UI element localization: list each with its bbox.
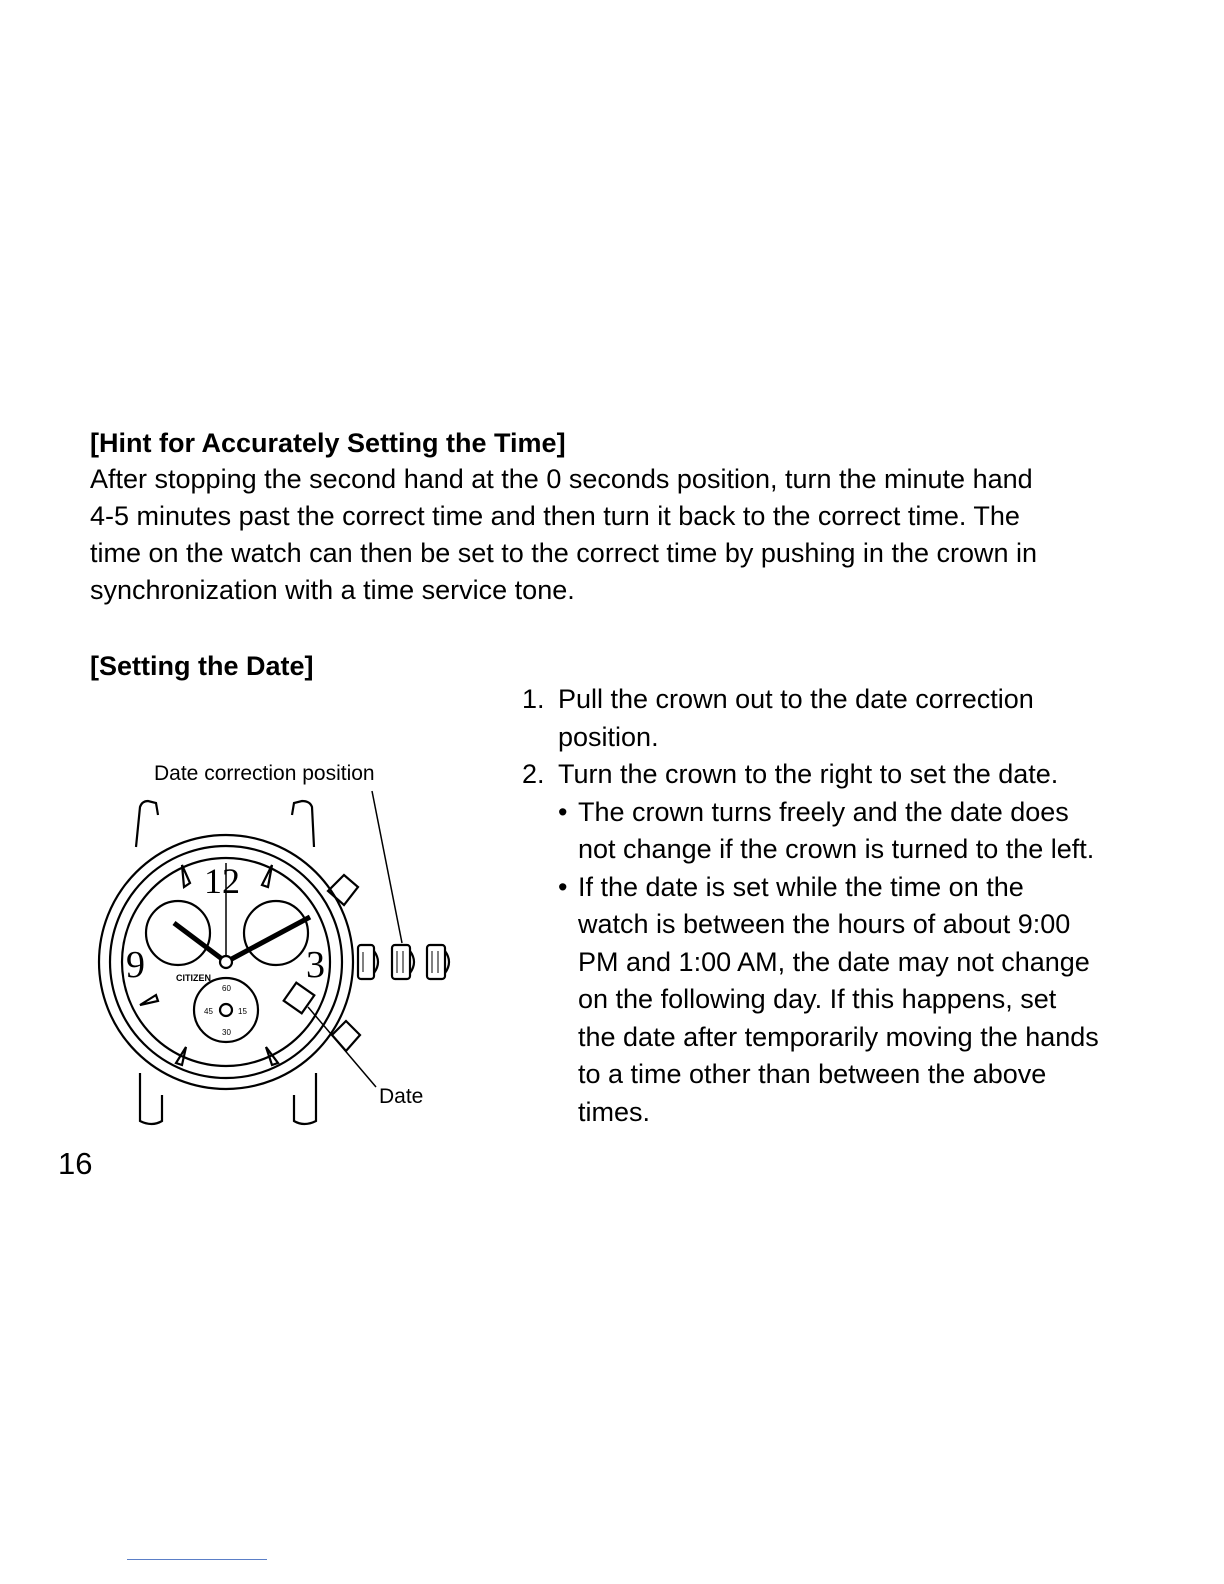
bullet-line: PM and 1:00 AM, the date may not change bbox=[578, 946, 1090, 977]
date-leader-line bbox=[308, 1007, 376, 1087]
date-steps-list bbox=[522, 681, 1202, 1131]
subdial-mark: 45 bbox=[204, 1007, 213, 1016]
hint-line: time on the watch can then be set to the correct time by pushing in the crown in bbox=[90, 538, 1038, 568]
step-2 bbox=[522, 756, 1202, 1131]
center-pin bbox=[220, 956, 232, 968]
bullet-line: not change if the crown is turned to the left. bbox=[578, 834, 1095, 864]
strap-bottom-right bbox=[294, 1073, 316, 1124]
step-number: 2. bbox=[522, 759, 545, 789]
crown-normal bbox=[358, 945, 374, 979]
minute-hand bbox=[226, 917, 310, 962]
pusher-top bbox=[328, 875, 358, 905]
label-date: Date bbox=[379, 1085, 424, 1108]
brand-logo: CITIZEN bbox=[176, 973, 211, 983]
bullet-line: to a time other than between the above bbox=[578, 1059, 1047, 1089]
step-line: Turn the crown to the right to set the date. bbox=[558, 759, 1059, 789]
bullet-line: on the following day. If this happens, set bbox=[578, 984, 1057, 1014]
subdial-mark: 15 bbox=[238, 1007, 247, 1016]
step-line: position. bbox=[558, 721, 659, 752]
page-number: 16 bbox=[58, 1146, 93, 1181]
strap-top-right bbox=[292, 801, 314, 847]
bullet-line: times. bbox=[578, 1096, 651, 1127]
hint-line: synchronization with a time service tone. bbox=[90, 575, 575, 605]
hour-marker bbox=[182, 865, 190, 887]
bullet-line: If the date is set while the time on the bbox=[578, 871, 1024, 902]
watch-figure bbox=[96, 755, 496, 1135]
bullet-text bbox=[578, 869, 1202, 1132]
step-2-bullets bbox=[558, 794, 1202, 1132]
bullet-line: watch is between the hours of about 9:00 bbox=[578, 909, 1071, 939]
bullet-dot: • bbox=[558, 871, 568, 902]
label-date-correction-position: Date correction position bbox=[154, 762, 375, 785]
dial-numeral-9: 9 bbox=[126, 944, 145, 986]
crown-time-position bbox=[427, 945, 445, 979]
step-1 bbox=[522, 681, 1202, 756]
hint-title: [Hint for Accurately Setting the Time] bbox=[90, 428, 566, 458]
position-leader-line bbox=[372, 791, 402, 943]
strap-top-left bbox=[136, 801, 158, 847]
hint-paragraph bbox=[90, 461, 1170, 609]
hour-marker bbox=[266, 1047, 278, 1065]
crown-date-position bbox=[392, 945, 410, 979]
bullet-item bbox=[558, 869, 1202, 1132]
step-number: 1. bbox=[522, 684, 545, 714]
step-text bbox=[558, 756, 1202, 794]
watch-illustration bbox=[96, 755, 496, 1135]
dial-numeral-12: 12 bbox=[204, 861, 240, 901]
bullet-item bbox=[558, 794, 1202, 869]
subdial-mark: 60 bbox=[222, 984, 231, 993]
footer-rule bbox=[127, 1559, 267, 1560]
hour-marker bbox=[140, 995, 158, 1005]
hour-marker bbox=[176, 1047, 186, 1065]
step-line: Pull the crown out to the date correction bbox=[558, 684, 1034, 714]
hint-line: 4-5 minutes past the correct time and then turn it back to the correct time. The bbox=[90, 501, 1020, 531]
bullet-line: The crown turns freely and the date does bbox=[578, 796, 1069, 827]
bullet-text bbox=[578, 794, 1202, 869]
bullet-line: the date after temporarily moving the hands bbox=[578, 1021, 1099, 1052]
hint-line: After stopping the second hand at the 0 seconds position, turn the minute hand bbox=[90, 464, 1033, 494]
dial-numeral-3: 3 bbox=[306, 944, 325, 986]
strap-bottom-left bbox=[140, 1073, 162, 1124]
subdial-mark: 30 bbox=[222, 1028, 231, 1037]
step-text bbox=[558, 681, 1202, 756]
subdial-left bbox=[146, 901, 210, 965]
bullet-dot: • bbox=[558, 796, 568, 827]
setting-date-title: [Setting the Date] bbox=[90, 651, 314, 681]
hour-marker bbox=[262, 865, 272, 887]
